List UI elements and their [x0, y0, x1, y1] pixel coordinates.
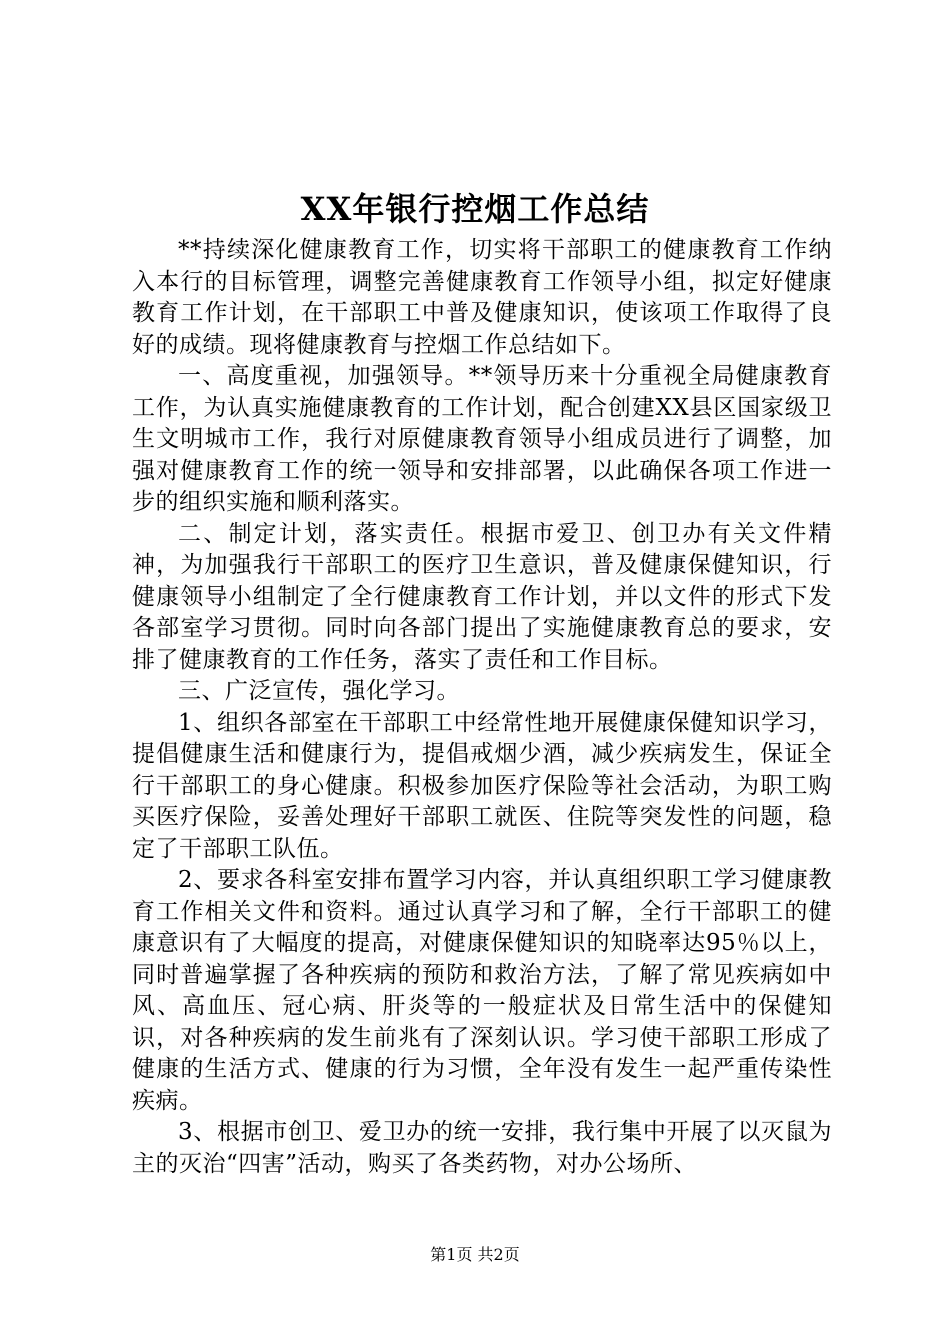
paragraph-section-3-heading: 三、广泛宣传，强化学习。: [178, 678, 460, 704]
paragraph-intro: **持续深化健康教育工作，切实将干部职工的健康教育工作纳入本行的目标管理，调整完善健康教育工作领导小组，拟定好健康教育工作计划，在干部职工中普及健康知识，使该项工作取得了良好的成绩。现将健康教育与控烟工作总结如下。: [132, 237, 832, 358]
paragraph-item-1: 1、组织各部室在干部职工中经常性地开展健康保健知识学习，提倡健康生活和健康行为，提倡戒烟少酒，减少疾病发生，保证全行干部职工的身心健康。积极参加医疗保险等社会活动，为职工购买医疗保险，妥善处理好干部职工就医、住院等突发性的问题，稳定了干部职工队伍。: [132, 709, 832, 862]
paragraph-item-2: 2、要求各科室安排布置学习内容，并认真组织职工学习健康教育工作相关文件和资料。通过认真学习和了解，全行干部职工的健康意识有了大幅度的提高，对健康保健知识的知晓率达95％以上，同时普遍掌握了各种疾病的预防和救治方法，了解了常见疾病如中风、高血压、冠心病、肝炎等的一般症状及日常生活中的保健知识，对各种疾病的发生前兆有了深刻认识。学习使干部职工形成了健康的生活方式、健康的行为习惯，全年没有发生一起严重传染性疾病。: [132, 867, 832, 1114]
paragraph-item-3: 3、根据市创卫、爱卫办的统一安排，我行集中开展了以灭鼠为主的灭治“四害”活动，购买了各类药物，对办公场所、: [132, 1119, 832, 1177]
paragraph-section-1: 一、高度重视，加强领导。**领导历来十分重视全局健康教育工作，为认真实施健康教育的工作计划，配合创建XX县区国家级卫生文明城市工作，我行对原健康教育领导小组成员进行了调整，加强对健康教育工作的统一领导和安排部署，以此确保各项工作进一步的组织实施和顺利落实。: [132, 363, 832, 515]
document-body: [132, 235, 832, 1180]
page-number-footer: 第1页 共2页: [430, 1245, 520, 1264]
paragraph-section-2: 二、制定计划，落实责任。根据市爱卫、创卫办有关文件精神，为加强我行干部职工的医疗卫生意识，普及健康保健知识，行健康领导小组制定了全行健康教育工作计划，并以文件的形式下发各部室学习贯彻。同时向各部门提出了实施健康教育总的要求，安排了健康教育的工作任务，落实了责任和工作目标。: [132, 520, 832, 673]
document-title: XX年银行控烟工作总结: [300, 190, 650, 228]
